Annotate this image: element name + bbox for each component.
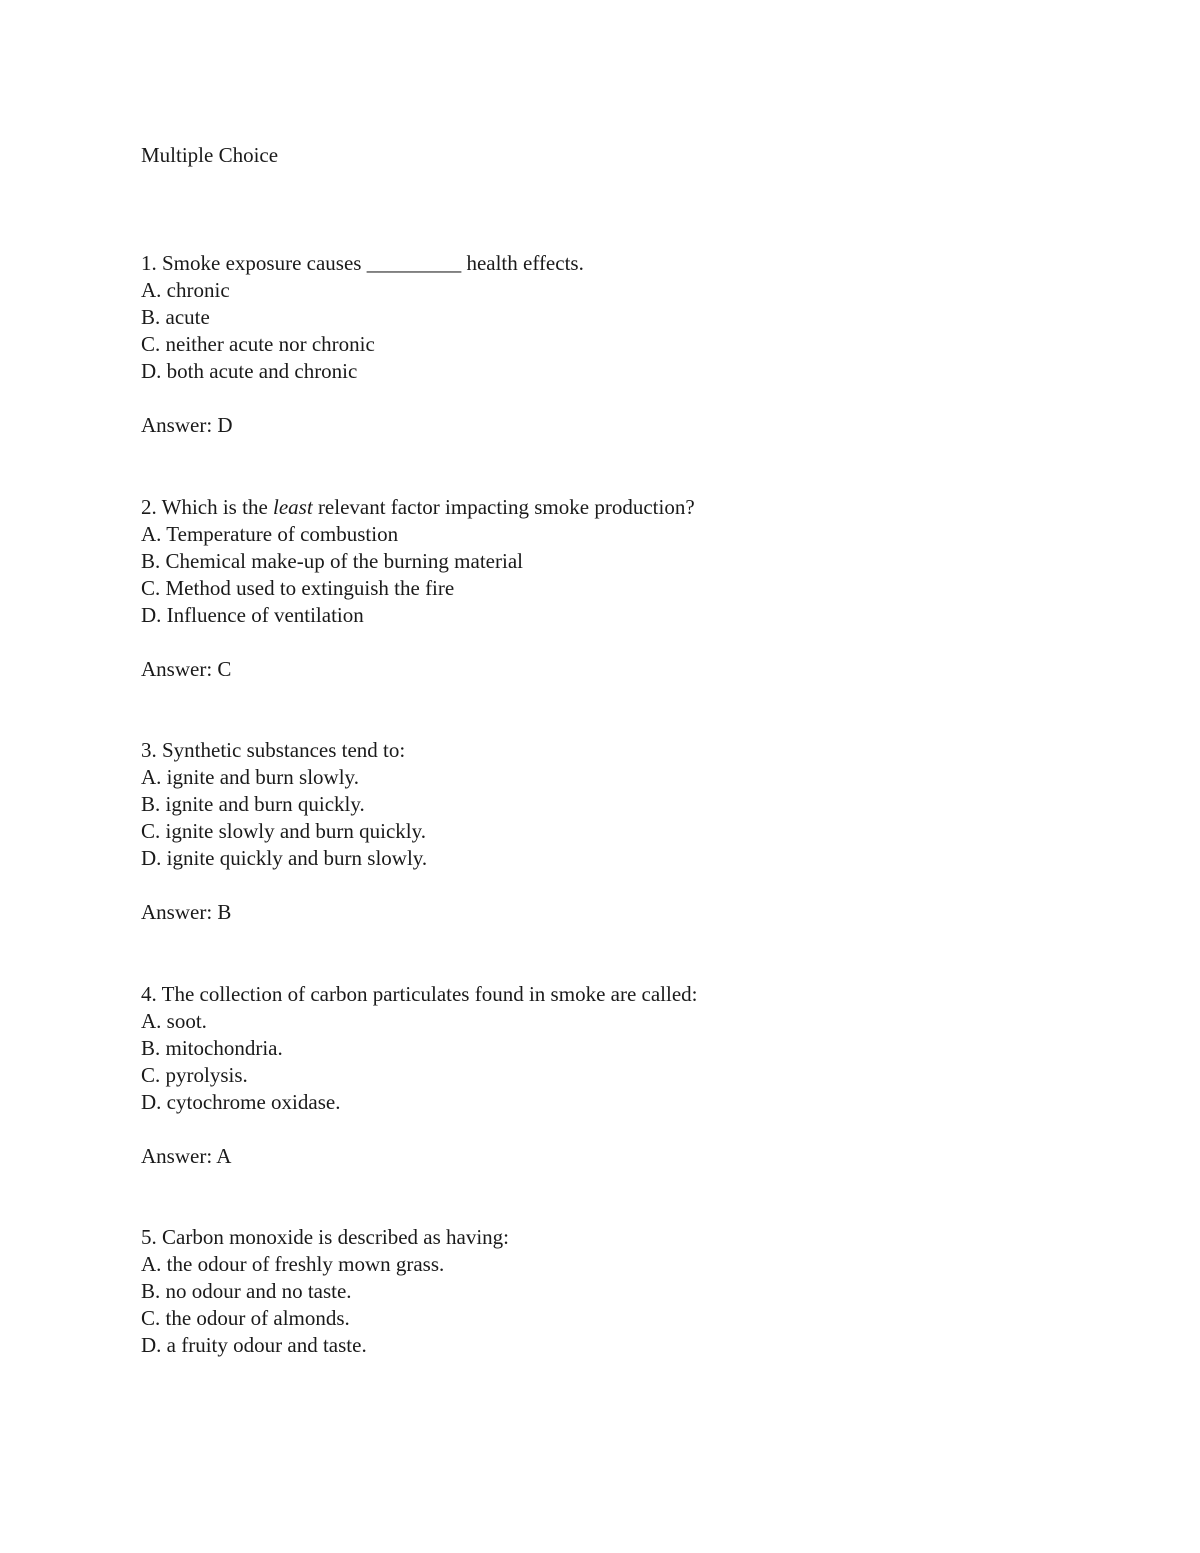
question-stem: 3. Synthetic substances tend to: xyxy=(141,738,406,762)
stem-text-before: 2. Which is the xyxy=(141,495,274,519)
option-d: D. ignite quickly and burn slowly. xyxy=(141,846,428,870)
option-c: C. neither acute nor chronic xyxy=(141,332,375,356)
option-a: A. ignite and burn slowly. xyxy=(141,765,359,789)
question-stem: 1. Smoke exposure causes _________ health effects. xyxy=(141,251,584,275)
option-c: C. ignite slowly and burn quickly. xyxy=(141,819,427,843)
question-5 xyxy=(141,1224,1041,1359)
question-stem: 4. The collection of carbon particulates found in smoke are called: xyxy=(141,982,698,1006)
option-d: D. a fruity odour and taste. xyxy=(141,1333,367,1357)
answer-key: Answer: A xyxy=(141,1144,232,1168)
question-stem xyxy=(141,494,1041,521)
stem-emphasis: least xyxy=(273,495,313,519)
answer-key: Answer: B xyxy=(141,900,232,924)
option-d: D. cytochrome oxidase. xyxy=(141,1090,341,1114)
option-c: C. the odour of almonds. xyxy=(141,1306,350,1330)
option-b: B. no odour and no taste. xyxy=(141,1279,352,1303)
question-4 xyxy=(141,981,1041,1170)
option-b: B. acute xyxy=(141,305,210,329)
option-b: B. Chemical make-up of the burning material xyxy=(141,549,523,573)
option-a: A. Temperature of combustion xyxy=(141,522,399,546)
option-b: B. mitochondria. xyxy=(141,1036,283,1060)
question-2 xyxy=(141,494,1041,683)
question-3 xyxy=(141,737,1041,926)
option-a: A. soot. xyxy=(141,1009,207,1033)
option-d: D. both acute and chronic xyxy=(141,359,358,383)
page-title: Multiple Choice xyxy=(141,143,279,167)
answer-key: Answer: D xyxy=(141,413,233,437)
stem-text-after: relevant factor impacting smoke production? xyxy=(312,495,695,519)
option-a: A. the odour of freshly mown grass. xyxy=(141,1252,445,1276)
option-d: D. Influence of ventilation xyxy=(141,603,364,627)
question-1 xyxy=(141,250,1041,439)
option-b: B. ignite and burn quickly. xyxy=(141,792,365,816)
question-stem: 5. Carbon monoxide is described as having: xyxy=(141,1225,510,1249)
answer-key: Answer: C xyxy=(141,657,232,681)
option-c: C. Method used to extinguish the fire xyxy=(141,576,455,600)
option-c: C. pyrolysis. xyxy=(141,1063,248,1087)
option-a: A. chronic xyxy=(141,278,230,302)
